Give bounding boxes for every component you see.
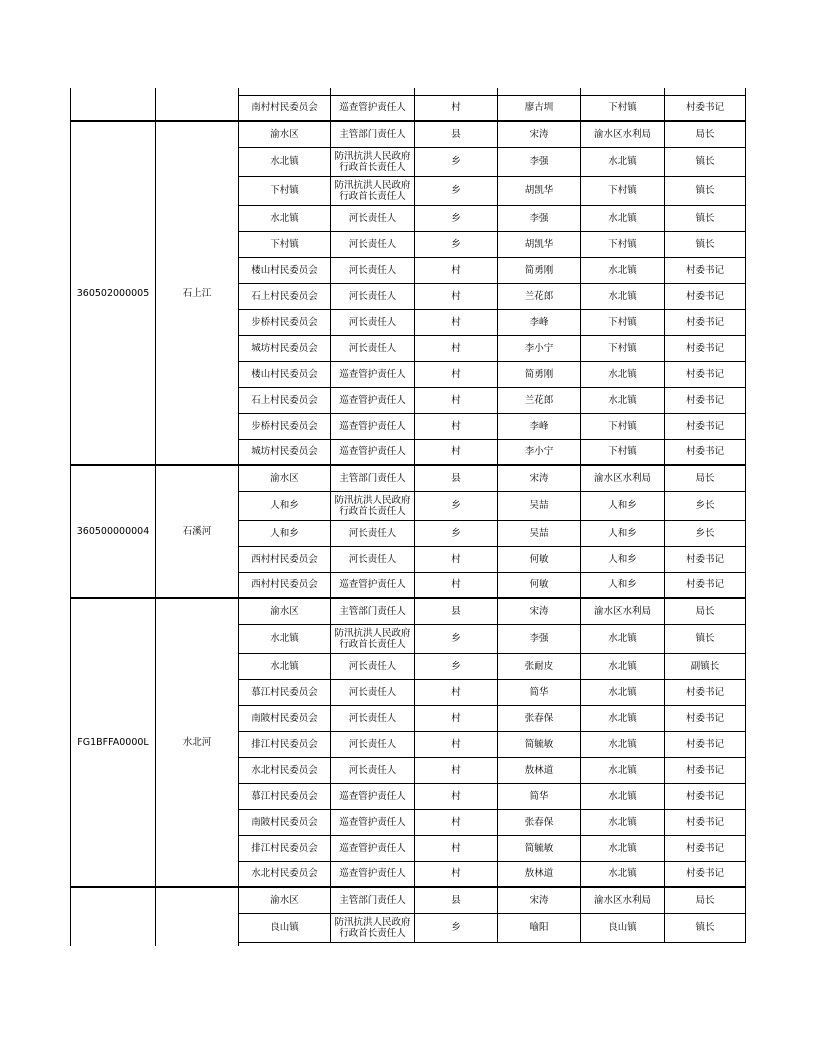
cell-responsibility-type: 防汛抗洪人民政府行政首长责任人 [331,491,415,520]
cell-position: 乡长 [665,491,746,520]
cell-organization: 南陂村民委员会 [239,809,331,835]
cell-person-name: 何敏 [498,546,581,572]
cell-level: 村 [415,387,498,413]
cell-position: 镇长 [665,205,746,231]
cell-position: 村委书记 [665,546,746,572]
cell-river-code: FG1BFFA0000L [71,598,156,887]
sheet [70,88,746,946]
section-360500000004 [71,465,746,598]
cell-person-name-stub [498,88,581,95]
cell-responsibility-type: 巡查管护责任人 [331,361,415,387]
cell-level: 村 [415,413,498,439]
cell-organization: 下村镇 [239,176,331,205]
cell-position: 局长 [665,121,746,147]
cell-person-name: 吴喆 [498,491,581,520]
cell-position: 乡长 [665,520,746,546]
cell-responsibility-type-stub [331,942,415,946]
cell-river-code: 360502000005 [71,121,156,465]
cell-level: 乡 [415,176,498,205]
cell-responsibility-type: 河长责任人 [331,757,415,783]
cell-river-name [156,887,239,946]
cell-level: 县 [415,121,498,147]
cell-responsibility-type: 河长责任人 [331,309,415,335]
cell-unit: 水北镇 [581,731,665,757]
cell-organization: 水北村民委员会 [239,861,331,887]
cell-organization: 水北镇 [239,205,331,231]
cell-responsibility-type: 主管部门责任人 [331,598,415,624]
cell-organization: 楼山村民委员会 [239,361,331,387]
cell-river-name: 水北河 [156,598,239,887]
cell-responsibility-type: 河长责任人 [331,705,415,731]
cell-position: 村委书记 [665,705,746,731]
table-row [71,598,746,624]
cell-unit: 人和乡 [581,520,665,546]
cell-person-name: 简毓敏 [498,835,581,861]
cell-unit: 良山镇 [581,913,665,942]
cell-responsibility-type: 主管部门责任人 [331,887,415,913]
cell-organization: 渝水区 [239,887,331,913]
cell-organization: 步桥村民委员会 [239,309,331,335]
cell-position-stub [665,88,746,95]
table-row [71,465,746,491]
cell-responsibility-type: 巡查管护责任人 [331,413,415,439]
responsibility-table [70,88,746,946]
cell-level: 县 [415,598,498,624]
cell-responsibility-type-stub [331,88,415,95]
cell-organization: 慕江村民委员会 [239,679,331,705]
cell-position: 村委书记 [665,335,746,361]
cell-responsibility-type: 河长责任人 [331,257,415,283]
cell-person-name: 何敏 [498,572,581,598]
cell-position-stub [665,942,746,946]
cell-responsibility-type: 河长责任人 [331,546,415,572]
cell-responsibility-type: 防汛抗洪人民政府行政首长责任人 [331,176,415,205]
cell-level: 村 [415,783,498,809]
cell-person-name: 李小宁 [498,439,581,465]
cell-unit: 下村镇 [581,95,665,121]
cell-unit: 水北镇 [581,757,665,783]
section-partial-top [71,88,746,121]
cell-river-name: 石溪河 [156,465,239,598]
cell-unit: 下村镇 [581,335,665,361]
cell-organization: 慕江村民委员会 [239,783,331,809]
cell-person-name: 简勇刚 [498,257,581,283]
cell-unit: 人和乡 [581,572,665,598]
cell-unit: 水北镇 [581,205,665,231]
cell-organization: 南陂村民委员会 [239,705,331,731]
cell-responsibility-type: 巡查管护责任人 [331,95,415,121]
cell-position: 镇长 [665,147,746,176]
cell-unit: 水北镇 [581,283,665,309]
cell-level: 县 [415,887,498,913]
cell-unit: 下村镇 [581,413,665,439]
cell-river-code [71,88,156,121]
cell-level: 村 [415,757,498,783]
cell-person-name: 李峰 [498,309,581,335]
cell-person-name: 简勇刚 [498,361,581,387]
cell-person-name: 张春保 [498,705,581,731]
cell-person-name: 简华 [498,783,581,809]
cell-responsibility-type: 主管部门责任人 [331,121,415,147]
cell-person-name: 李小宁 [498,335,581,361]
table-row [71,121,746,147]
cell-position: 村委书记 [665,413,746,439]
cell-river-code [71,887,156,946]
cell-position: 村委书记 [665,679,746,705]
section-partial-bottom [71,887,746,946]
cell-person-name: 敖林道 [498,757,581,783]
cell-position: 村委书记 [665,95,746,121]
cell-level: 村 [415,809,498,835]
cell-organization: 西村村民委员会 [239,546,331,572]
cell-unit-stub [581,942,665,946]
cell-responsibility-type: 主管部门责任人 [331,465,415,491]
cell-position: 镇长 [665,913,746,942]
cell-level: 村 [415,546,498,572]
cell-unit: 水北镇 [581,257,665,283]
section-FG1BFFA0000L [71,598,746,887]
cell-level: 村 [415,835,498,861]
cell-organization: 城坊村民委员会 [239,439,331,465]
cell-level: 县 [415,465,498,491]
cell-unit: 人和乡 [581,546,665,572]
cell-level: 乡 [415,653,498,679]
cell-level: 村 [415,861,498,887]
cell-level-stub [415,88,498,95]
cell-person-name: 宋涛 [498,465,581,491]
cell-organization-stub [239,942,331,946]
cell-person-name: 简华 [498,679,581,705]
cell-person-name: 兰花郎 [498,387,581,413]
cell-unit-stub [581,88,665,95]
cell-position: 村委书记 [665,835,746,861]
cell-unit: 水北镇 [581,653,665,679]
cell-organization: 水北村民委员会 [239,757,331,783]
cell-responsibility-type: 河长责任人 [331,520,415,546]
cell-level: 村 [415,95,498,121]
cell-level: 村 [415,309,498,335]
cell-position: 村委书记 [665,731,746,757]
cell-responsibility-type: 巡查管护责任人 [331,835,415,861]
cell-person-name: 敖林道 [498,861,581,887]
section-360502000005 [71,121,746,465]
cell-organization: 排江村民委员会 [239,835,331,861]
cell-responsibility-type: 巡查管护责任人 [331,809,415,835]
cell-level: 乡 [415,231,498,257]
cell-level: 村 [415,439,498,465]
cell-level: 乡 [415,147,498,176]
cell-organization: 人和乡 [239,520,331,546]
cell-unit: 水北镇 [581,387,665,413]
cell-organization: 西村村民委员会 [239,572,331,598]
cell-person-name: 吴喆 [498,520,581,546]
cell-position: 副镇长 [665,653,746,679]
cell-unit: 水北镇 [581,624,665,653]
cell-level: 村 [415,572,498,598]
cell-responsibility-type: 防汛抗洪人民政府行政首长责任人 [331,624,415,653]
cell-organization: 下村镇 [239,231,331,257]
cell-unit: 渝水区水利局 [581,598,665,624]
cell-position: 村委书记 [665,757,746,783]
cell-organization: 渝水区 [239,465,331,491]
cell-organization: 水北镇 [239,653,331,679]
cell-responsibility-type: 巡查管护责任人 [331,861,415,887]
cell-position: 村委书记 [665,283,746,309]
cell-responsibility-type: 防汛抗洪人民政府行政首长责任人 [331,147,415,176]
cell-level: 村 [415,283,498,309]
cell-responsibility-type: 巡查管护责任人 [331,387,415,413]
cell-position: 村委书记 [665,361,746,387]
cell-position: 镇长 [665,231,746,257]
cell-position: 村委书记 [665,572,746,598]
cell-position: 局长 [665,598,746,624]
cell-organization: 步桥村民委员会 [239,413,331,439]
cell-person-name: 李强 [498,205,581,231]
cell-person-name-stub [498,942,581,946]
cell-unit: 渝水区水利局 [581,465,665,491]
cell-position: 镇长 [665,624,746,653]
cell-unit: 渝水区水利局 [581,121,665,147]
cell-responsibility-type: 巡查管护责任人 [331,439,415,465]
cell-position: 村委书记 [665,257,746,283]
cell-level: 乡 [415,491,498,520]
cell-river-name [156,88,239,121]
cell-person-name: 张春保 [498,809,581,835]
cell-responsibility-type: 巡查管护责任人 [331,572,415,598]
cell-responsibility-type: 河长责任人 [331,653,415,679]
cell-unit: 下村镇 [581,231,665,257]
cell-person-name: 宋涛 [498,598,581,624]
cell-unit: 下村镇 [581,309,665,335]
cell-responsibility-type: 防汛抗洪人民政府行政首长责任人 [331,913,415,942]
cell-person-name: 李强 [498,624,581,653]
cell-unit: 渝水区水利局 [581,887,665,913]
cell-position: 镇长 [665,176,746,205]
cell-responsibility-type: 河长责任人 [331,231,415,257]
cell-organization: 排江村民委员会 [239,731,331,757]
cell-organization-stub [239,88,331,95]
cell-organization: 南村村民委员会 [239,95,331,121]
cell-position: 村委书记 [665,439,746,465]
cell-unit: 水北镇 [581,861,665,887]
cell-unit: 人和乡 [581,491,665,520]
cell-level: 村 [415,361,498,387]
cell-organization: 渝水区 [239,121,331,147]
cell-person-name: 宋涛 [498,887,581,913]
cell-level: 乡 [415,624,498,653]
cell-organization: 人和乡 [239,491,331,520]
cell-unit: 水北镇 [581,705,665,731]
cell-level: 乡 [415,913,498,942]
cell-organization: 水北镇 [239,624,331,653]
cell-person-name: 喻阳 [498,913,581,942]
cell-responsibility-type: 巡查管护责任人 [331,783,415,809]
cell-unit: 水北镇 [581,679,665,705]
cell-unit: 下村镇 [581,176,665,205]
cell-person-name: 廖古圳 [498,95,581,121]
cell-unit: 下村镇 [581,439,665,465]
cell-responsibility-type: 河长责任人 [331,205,415,231]
cell-river-code: 360500000004 [71,465,156,598]
cell-person-name: 宋涛 [498,121,581,147]
cell-position: 局长 [665,465,746,491]
cell-level: 乡 [415,205,498,231]
cell-organization: 渝水区 [239,598,331,624]
cell-responsibility-type: 河长责任人 [331,335,415,361]
cell-organization: 城坊村民委员会 [239,335,331,361]
cell-level-stub [415,942,498,946]
cell-responsibility-type: 河长责任人 [331,283,415,309]
cell-person-name: 胡凯华 [498,176,581,205]
cell-unit: 水北镇 [581,147,665,176]
cell-person-name: 胡凯华 [498,231,581,257]
cell-level: 村 [415,257,498,283]
cell-unit: 水北镇 [581,783,665,809]
cell-level: 乡 [415,520,498,546]
cell-position: 村委书记 [665,861,746,887]
cell-person-name: 张耐皮 [498,653,581,679]
cell-organization: 石上村民委员会 [239,283,331,309]
cell-organization: 楼山村民委员会 [239,257,331,283]
cell-organization: 良山镇 [239,913,331,942]
cell-position: 村委书记 [665,387,746,413]
cell-river-name: 石上江 [156,121,239,465]
cell-person-name: 简毓敏 [498,731,581,757]
cell-person-name: 兰花郎 [498,283,581,309]
cell-person-name: 李峰 [498,413,581,439]
cell-responsibility-type: 河长责任人 [331,679,415,705]
cut-top-stub-row [71,88,746,95]
cell-unit: 水北镇 [581,835,665,861]
cell-position: 村委书记 [665,309,746,335]
cell-position: 村委书记 [665,809,746,835]
cell-organization: 石上村民委员会 [239,387,331,413]
table-row [71,887,746,913]
cell-level: 村 [415,335,498,361]
cell-responsibility-type: 河长责任人 [331,731,415,757]
cell-organization: 水北镇 [239,147,331,176]
cell-unit: 水北镇 [581,361,665,387]
cell-position: 局长 [665,887,746,913]
cell-level: 村 [415,705,498,731]
cell-level: 村 [415,731,498,757]
cell-unit: 水北镇 [581,809,665,835]
cell-position: 村委书记 [665,783,746,809]
cell-person-name: 李强 [498,147,581,176]
cell-level: 村 [415,679,498,705]
